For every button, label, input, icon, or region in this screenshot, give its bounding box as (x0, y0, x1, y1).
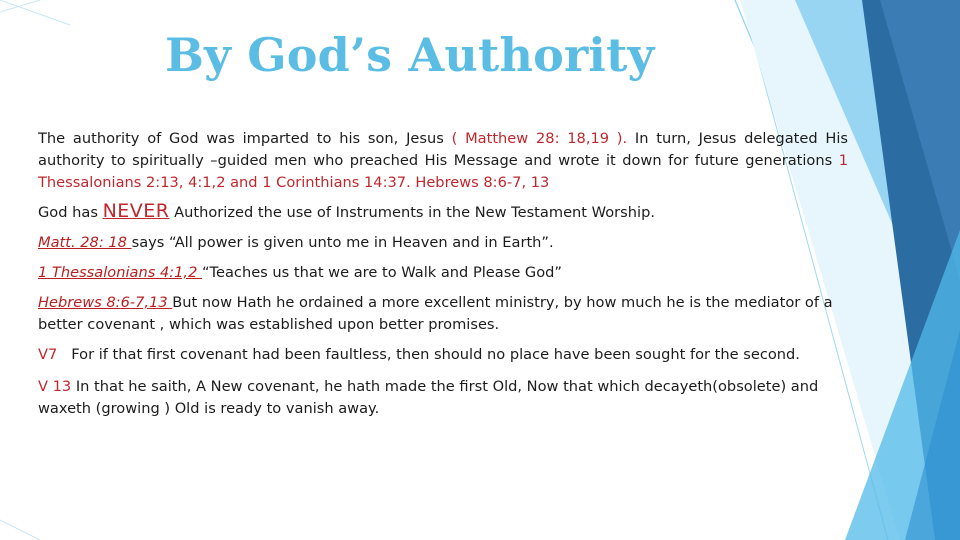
scripture-reference-1-thess-4: 1 Thessalonians 4:1,2 (38, 264, 202, 281)
decor-line-left-1 (0, 0, 70, 25)
scripture-reference-matthew: ( Matthew 28: 18,19 ). (451, 130, 628, 147)
slide-body (38, 128, 848, 420)
scripture-reference-matt-28-18: Matt. 28: 18 (38, 234, 132, 251)
paragraph-never-text-b: Authorized the use of Instruments in the New Testament Worship. (169, 204, 655, 221)
paragraph-authority-text-a: The authority of God was imparted to his son, Jesus (38, 130, 452, 147)
paragraph-verse-7 (38, 344, 848, 366)
paragraph-matt-text: says “All power is given unto me in Heaven and in Earth”. (131, 234, 554, 251)
verse-label-v13: V 13 (38, 378, 72, 395)
scripture-reference-hebrews-8: Hebrews 8:6-7,13 (38, 294, 173, 311)
paragraph-never (38, 200, 848, 224)
scripture-reference-list: 1 Thessalonians 2:13, 4:1,2 and 1 Corinthians 14:37. Hebrews 8:6-7, 13 (38, 152, 848, 191)
paragraph-hebrews (38, 292, 848, 336)
paragraph-verse-13-text: In that he saith, A New covenant, he hath made the first Old, Now that which decayeth(obsolete) and waxeth (growing ) Old is ready to vanish away. (38, 378, 819, 417)
paragraph-hebrews-text: But now Hath he ordained a more excellent ministry, by how much he is the mediator of a better covenant , which was established upon better promises. (38, 294, 833, 333)
paragraph-thessalonians (38, 262, 848, 284)
emphasis-never: NEVER (102, 200, 170, 222)
paragraph-authority-text-b: In turn, Jesus delegated His authority to spiritually –guided men who preached His Message and wrote it down for future generations (38, 130, 849, 169)
paragraph-thessalonians-text: “Teaches us that we are to Walk and Please God” (202, 264, 562, 281)
paragraph-verse-13 (38, 376, 848, 420)
paragraph-never-text-a: God has (38, 204, 103, 221)
verse-label-v7: V7 (38, 346, 58, 363)
paragraph-matt (38, 232, 848, 254)
paragraph-verse-7-text: For if that first covenant had been faultless, then should no place have been sought for the second. (71, 346, 800, 363)
decor-line-left-3 (0, 520, 40, 540)
slide-title: By God’s Authority (165, 28, 655, 82)
paragraph-authority (38, 128, 848, 194)
